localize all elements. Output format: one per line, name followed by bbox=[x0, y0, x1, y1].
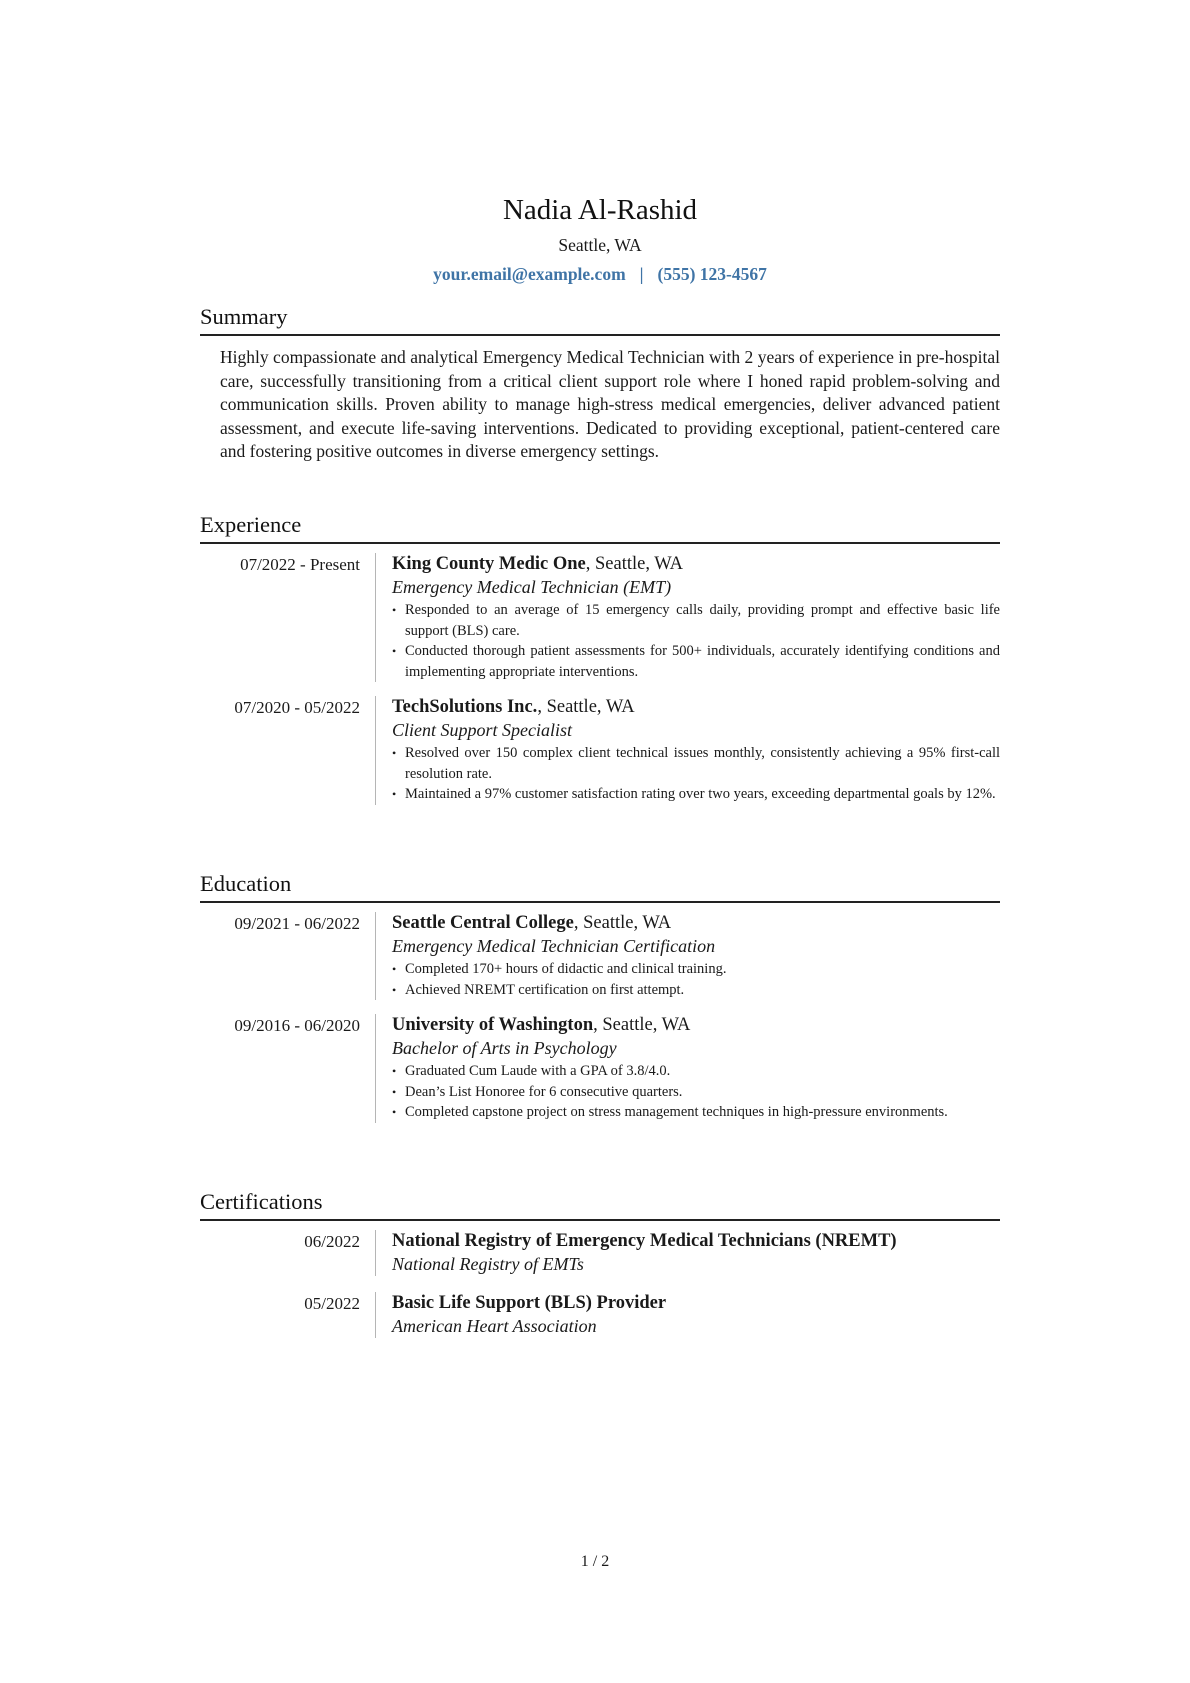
section-title-summary: Summary bbox=[200, 304, 288, 329]
entry-bullets bbox=[392, 959, 1000, 1000]
entry-bullets bbox=[392, 743, 1000, 805]
entry-body bbox=[376, 912, 1000, 1000]
entry-date: 07/2022 - Present bbox=[240, 555, 360, 574]
entry-organization: University of Washington bbox=[392, 1015, 594, 1035]
section-title-certifications: Certifications bbox=[200, 1189, 323, 1214]
contact-line bbox=[200, 260, 1000, 288]
certification-name: Basic Life Support (BLS) Provider bbox=[392, 1293, 667, 1313]
entry-date: 09/2016 - 06/2020 bbox=[234, 1016, 360, 1035]
entry-date: 06/2022 bbox=[304, 1232, 360, 1251]
entry-date: 09/2021 - 06/2022 bbox=[234, 914, 360, 933]
entry-organization: King County Medic One bbox=[392, 554, 586, 574]
certification-entry bbox=[200, 1292, 1000, 1338]
certifications-section bbox=[200, 1187, 1000, 1338]
resume-header bbox=[200, 190, 1000, 288]
entry-location: , Seattle, WA bbox=[585, 554, 684, 574]
summary-section bbox=[200, 302, 1000, 464]
experience-section bbox=[200, 510, 1000, 805]
candidate-location: Seattle, WA bbox=[558, 235, 642, 255]
bullet-item: • Conducted thorough patient assessments for 500+ individuals, accurately identifying conditions and implementing appropriate interventions. bbox=[392, 641, 1000, 682]
entry-role: Bachelor of Arts in Psychology bbox=[392, 1038, 617, 1058]
section-title-experience: Experience bbox=[200, 512, 302, 537]
certification-entry bbox=[200, 1230, 1000, 1276]
entry-body bbox=[376, 1292, 1000, 1338]
education-section bbox=[200, 869, 1000, 1123]
entry-location: , Seattle, WA bbox=[573, 913, 672, 933]
education-entry bbox=[200, 912, 1000, 1000]
entry-organization: Seattle Central College bbox=[392, 913, 574, 933]
bullet-item: • Resolved over 150 complex client technical issues monthly, consistently achieving a 95% first-call resolution rate. bbox=[392, 743, 1000, 784]
entry-date: 05/2022 bbox=[304, 1294, 360, 1313]
entry-heading bbox=[392, 1014, 1000, 1037]
bullet-item: • Responded to an average of 15 emergency calls daily, providing prompt and effective basic life support (BLS) care. bbox=[392, 600, 1000, 641]
entry-role: Client Support Specialist bbox=[392, 720, 572, 740]
phone-link[interactable]: (555) 123-4567 bbox=[657, 264, 767, 284]
section-divider bbox=[200, 1219, 1000, 1221]
entry-body bbox=[376, 553, 1000, 682]
section-divider bbox=[200, 901, 1000, 903]
entry-heading bbox=[392, 1292, 1000, 1315]
entry-bullets bbox=[392, 1061, 1000, 1123]
entry-heading bbox=[392, 912, 1000, 935]
entry-body bbox=[376, 1014, 1000, 1123]
entry-role: Emergency Medical Technician Certification bbox=[392, 936, 716, 956]
bullet-item: • Graduated Cum Laude with a GPA of 3.8/4.0. bbox=[392, 1061, 1000, 1082]
section-title-education: Education bbox=[200, 871, 292, 896]
contact-separator: | bbox=[639, 264, 644, 284]
section-divider bbox=[200, 334, 1000, 336]
experience-entry bbox=[200, 553, 1000, 682]
summary-text: Highly compassionate and analytical Emergency Medical Technician with 2 years of experience in pre-hospital care, successfully transitioning from a critical client support role where I honed rapid problem-solving and communication skills. Proven ability to manage high-stress medical emergencies, deliver advanced patient assessment, and execute life-saving interventions. Dedicated to providing exceptional, patient-centered care and fostering positive outcomes in diverse emergency settings. bbox=[220, 347, 1000, 461]
page-number: 1 / 2 bbox=[580, 1553, 610, 1570]
entry-body bbox=[376, 696, 1000, 805]
entry-location: , Seattle, WA bbox=[593, 1015, 691, 1035]
entry-organization: TechSolutions Inc. bbox=[392, 697, 538, 717]
certification-issuer: American Heart Association bbox=[392, 1316, 597, 1336]
education-entry bbox=[200, 1014, 1000, 1123]
experience-entry bbox=[200, 696, 1000, 805]
entry-body bbox=[376, 1230, 1000, 1276]
entry-role: Emergency Medical Technician (EMT) bbox=[392, 577, 672, 597]
entry-heading bbox=[392, 696, 1000, 719]
certification-issuer: National Registry of EMTs bbox=[392, 1254, 584, 1274]
certification-name: National Registry of Emergency Medical Technicians (NREMT) bbox=[392, 1231, 897, 1251]
bullet-item: • Dean’s List Honoree for 6 consecutive quarters. bbox=[392, 1082, 1000, 1103]
entry-heading bbox=[392, 553, 1000, 576]
entry-location: , Seattle, WA bbox=[537, 697, 635, 717]
entry-date: 07/2020 - 05/2022 bbox=[234, 698, 360, 717]
bullet-item: • Completed 170+ hours of didactic and clinical training. bbox=[392, 959, 1000, 980]
entry-heading bbox=[392, 1230, 1000, 1253]
bullet-item: • Maintained a 97% customer satisfaction rating over two years, exceeding departmental goals by 12%. bbox=[392, 784, 1000, 805]
bullet-item: • Completed capstone project on stress management techniques in high-pressure environments. bbox=[392, 1102, 1000, 1123]
section-divider bbox=[200, 542, 1000, 544]
candidate-name: Nadia Al-Rashid bbox=[502, 194, 698, 226]
bullet-item: • Achieved NREMT certification on first attempt. bbox=[392, 980, 1000, 1001]
entry-bullets bbox=[392, 600, 1000, 682]
email-link[interactable]: your.email@example.com bbox=[433, 264, 626, 284]
